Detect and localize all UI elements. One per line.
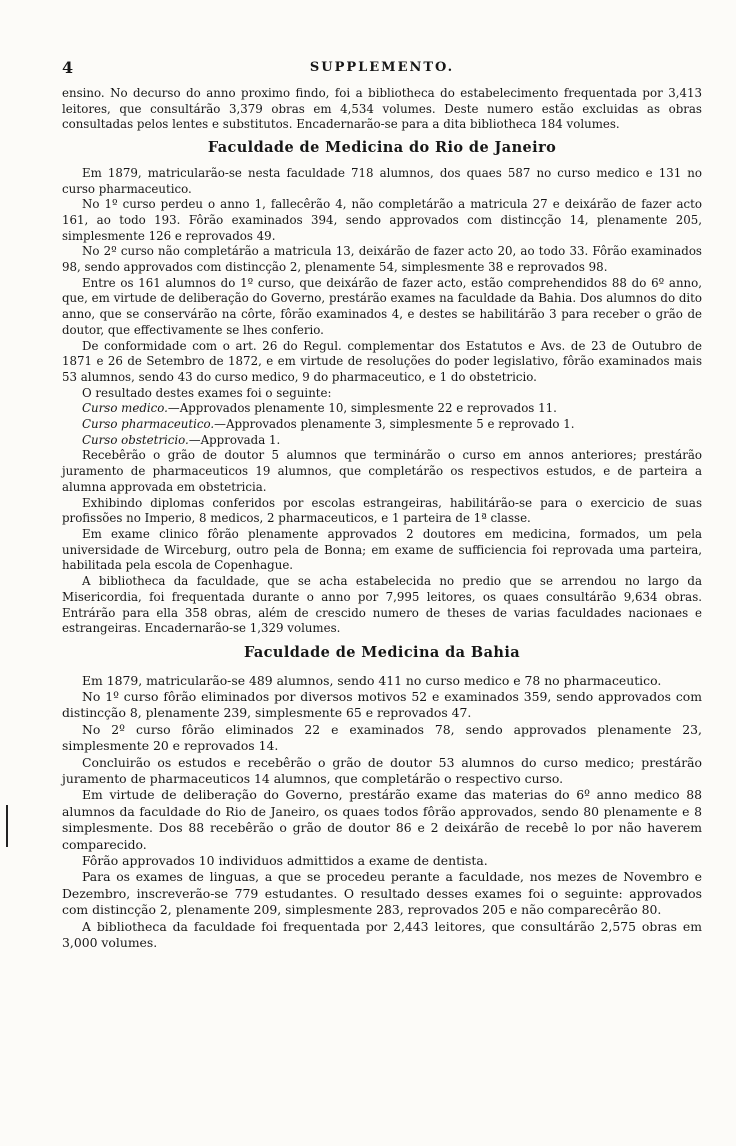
- page-number: 4: [62, 58, 74, 77]
- paragraph: No 1º curso fôrão eliminados por diversos motivos 52 e examinados 359, sendo approvados com distincção 8, plenamente 239, simplesmente 65 e reprovados 47.: [62, 689, 702, 721]
- paragraph: Para os exames de linguas, a que se procedeu perante a faculdade, nos mezes de Novembro e Dezembro, inscreverão-se 779 estudantes. O resultado desses exames foi o seguinte: approvados com distincção 2, plenamente 209, simplesmente 283, reprovados 205 e não comparecêrão 80.: [62, 869, 702, 918]
- paragraph: Recebêrão o grão de doutor 5 alumnos que terminárão o curso em annos anteriores; prestárão juramento de pharmaceuticos 19 alumnos, que completárão os respectivos estudos, e de parteira a alumna approvada em obstetricia.: [62, 448, 702, 494]
- course-result: —Approvados plenamente 3, simplesmente 5 e reprovado 1.: [214, 417, 575, 432]
- course-label: Curso obstetricio.: [82, 432, 189, 447]
- paragraph: Em exame clinico fôrão plenamente approvados 2 doutores em medicina, formados, um pela universidade de Wirceburg, outro pela de Bonna; em exame de sufficiencia foi reprovada uma parteira, habilitada pela escola de Copenhague.: [62, 526, 702, 573]
- paragraph: No 2º curso fôrão eliminados 22 e examinados 78, sendo approvados plenamente 23, simplesmente 20 e reprovados 14.: [62, 721, 702, 754]
- margin-mark: [6, 805, 8, 847]
- section-rio: [62, 166, 702, 637]
- section-title-rio: Faculdade de Medicina do Rio de Janeiro: [207, 139, 557, 157]
- intro-paragraph: ensino. No decurso do anno proximo findo, foi a bibliotheca do estabelecimento frequentada por 3,413 leitores, que consultárão 3,379 obras em 4,534 volumes. Deste numero estão excluidas as obras consultadas pelos lentes e substitutos. Encadernarão-se para a dita bibliotheca 184 volumes.: [62, 86, 702, 132]
- paragraph: No 1º curso perdeu o anno 1, fallecêrão 4, não completárão a matricula 27 e deixárão de fazer acto 161, ao todo 193. Fôrão examinados 394, sendo approvados com distincção 14, plenamente 205, simplesmente 126 e reprovados 49.: [62, 197, 702, 243]
- paragraph: A bibliotheca da faculdade, que se acha estabelecida no predio que se arrendou no largo da Misericordia, foi frequentada durante o anno por 7,995 leitores, os quaes consultárão 9,634 obras. Entrárão para ella 358 obras, além de crescido numero de theses de varias faculdades nacionaes e estrangeiras. Encadernarão-se 1,329 volumes.: [62, 574, 702, 636]
- course-label: Curso medico.: [82, 401, 168, 416]
- running-head: SUPPLEMENTO.: [309, 60, 455, 75]
- paragraph: O resultado destes exames foi o seguinte:: [82, 385, 332, 400]
- result-line: [62, 433, 702, 449]
- paragraph: Fôrão approvados 10 individuos admittidos a exame de dentista.: [82, 853, 488, 869]
- paragraph: Em 1879, matricularão-se 489 alumnos, sendo 411 no curso medico e 78 no pharmaceutico.: [82, 672, 662, 688]
- section-bahia: [62, 673, 702, 952]
- paragraph: Concluirão os estudos e recebêrão o grão de doutor 53 alumnos do curso medico; prestárão juramento de pharmaceuticos 14 alumnos, que completárão o respectivo curso.: [62, 754, 702, 787]
- course-result: —Approvada 1.: [188, 432, 281, 447]
- result-line: [62, 401, 702, 417]
- paragraph: Entre os 161 alumnos do 1º curso, que deixárão de fazer acto, estão comprehendidos 88 do 6º anno, que, em virtude de deliberação do Governo, prestárão exames na faculdade da Bahia. Dos alumnos do dito anno, que se conservárão na côrte, fôrão examinados 4, e destes se habilitárão 3 para receber o grão de doutor, que effectivamente se lhes conferio.: [62, 275, 702, 337]
- paragraph: Exhibindo diplomas conferidos por escolas estrangeiras, habilitárão-se para o exercicio de suas profissões no Imperio, 8 medicos, 2 pharmaceuticos, e 1 parteira de 1ª classe.: [62, 495, 702, 526]
- course-result: —Approvados plenamente 10, simplesmente 22 e reprovados 11.: [167, 401, 557, 416]
- paragraph: A bibliotheca da faculdade foi frequentada por 2,443 leitores, que consultárão 2,575 obras em 3,000 volumes.: [62, 918, 702, 951]
- paragraph: Em virtude de deliberação do Governo, prestárão exame das materias do 6º anno medico 88 alumnos da faculdade do Rio de Janeiro, os quaes todos fôrão approvados, sendo 80 plenamente e 8 simplesmente. Dos 88 recebêrão o grão de doutor 86 e 2 deixárão de recebê lo por não haverem comparecido.: [62, 787, 702, 852]
- result-line: [62, 417, 702, 433]
- paragraph: De conformidade com o art. 26 do Regul. complementar dos Estatutos e Avs. de 23 de Outubro de 1871 e 26 de Setembro de 1872, e em virtude de resoluções do poder legislativo, fôrão examinados mais 53 alumnos, sendo 43 do curso medico, 9 do pharmaceutico, e 1 do obstetricio.: [62, 338, 702, 384]
- paragraph: No 2º curso não completárão a matricula 13, deixárão de fazer acto 20, ao todo 33. Fôrão examinados 98, sendo approvados com distincção 2, plenamente 54, simplesmente 38 e reprovados 98.: [62, 244, 702, 275]
- section-title-bahia: Faculdade de Medicina da Bahia: [243, 643, 521, 661]
- document-page: [62, 60, 702, 952]
- course-label: Curso pharmaceutico.: [82, 417, 215, 432]
- page-header: [62, 60, 702, 82]
- paragraph: Em 1879, matricularão-se nesta faculdade 718 alumnos, dos quaes 587 no curso medico e 131 no curso pharmaceutico.: [62, 165, 702, 196]
